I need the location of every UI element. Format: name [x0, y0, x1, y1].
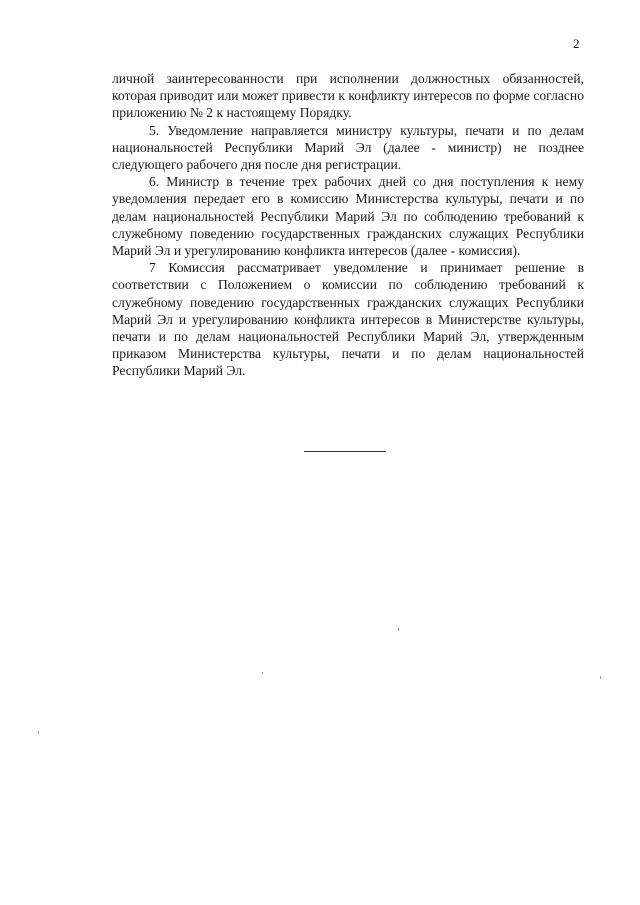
page-number: 2 — [573, 36, 580, 51]
paragraph-item-5: 5. Уведомление направляется министру культуры, печати и по делам национальностей Республики Марий Эл (далее - министр) не позднее следующего рабочего дня после дня регистрации. — [112, 122, 584, 173]
scan-speck — [262, 672, 263, 674]
closing-divider-line — [304, 451, 386, 452]
scan-speck — [398, 628, 399, 631]
paragraph-continuation: личной заинтересованности при исполнении должностных обязанностей, которая приводит или может привести к конфликту интересов по форме согласно приложению № 2 к настоящему Порядку. — [112, 71, 584, 121]
scan-speck — [600, 676, 601, 679]
scan-speck — [38, 731, 39, 734]
document-body — [112, 70, 584, 380]
paragraph-item-7: 7 Комиссия рассматривает уведомление и принимает решение в соответствии с Положением о комиссии по соблюдению требований к служебному поведению государственных гражданских служащих Республики Марий Эл и урегулированию конфликта интересов в Министерстве культуры, печати и по делам национальностей Республики Марий Эл, утвержденным приказом Министерства культуры, печати и по делам национальностей Республики Марий Эл. — [112, 260, 584, 379]
paragraph-item-6: 6. Министр в течение трех рабочих дней со дня поступления к нему уведомления передает его в комиссию Министерства культуры, печати и по делам национальностей Республики Марий Эл по соблюдению требований к служебному поведению государственных гражданских служащих Республики Марий Эл и урегулированию конфликта интересов (далее - комиссия). — [112, 174, 584, 259]
